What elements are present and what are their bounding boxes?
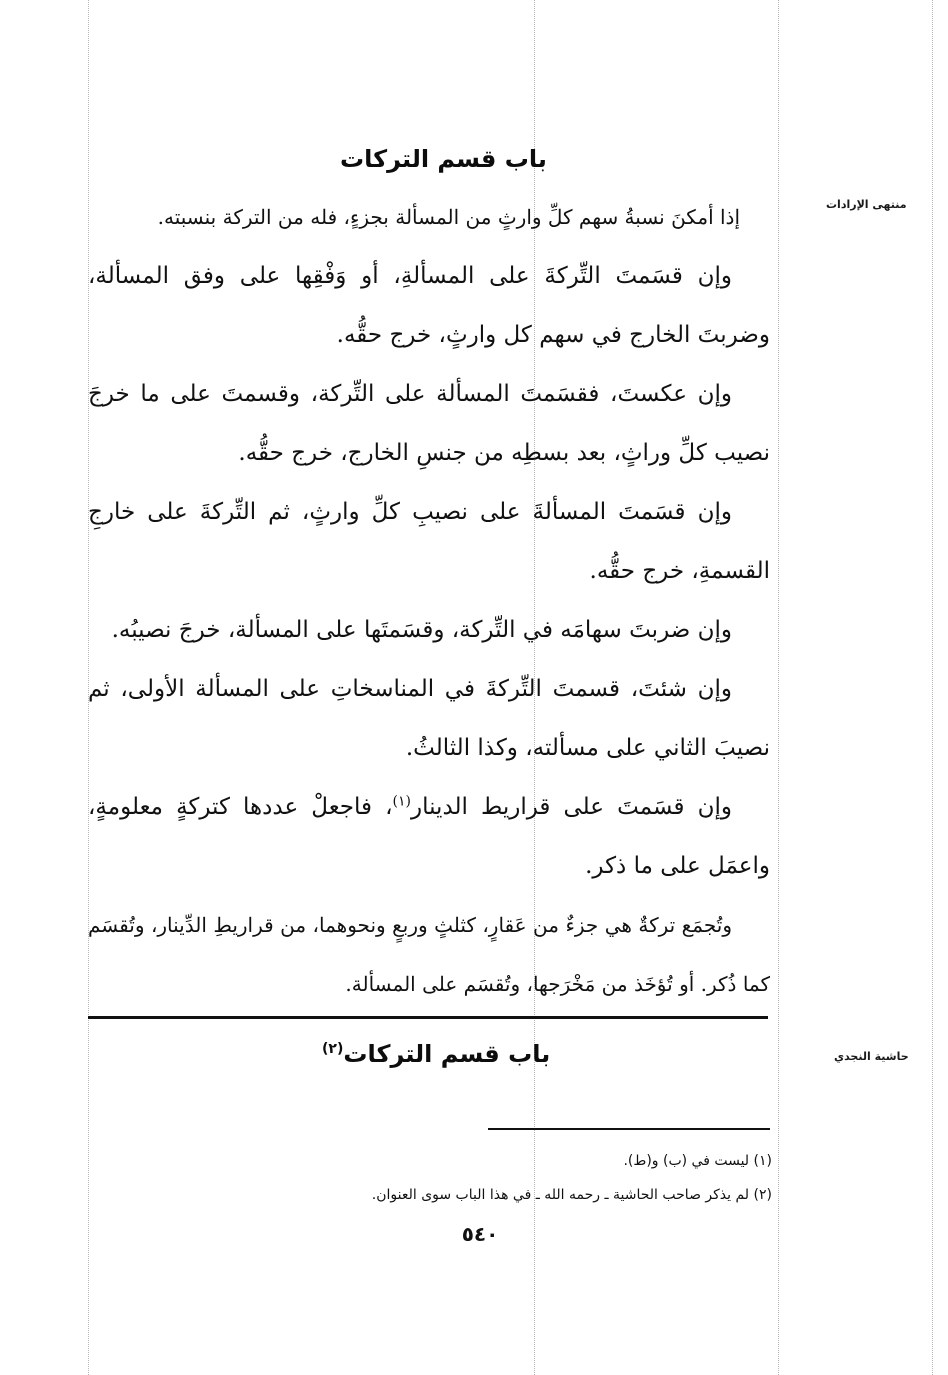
footnote-1: (١) ليست في (ب) و(ط).: [623, 1153, 772, 1169]
paragraph-6: وإن شئتَ، قسمتَ التِّركةَ في المناسخاتِ على المسألة الأولى، ثم نصيبَ الثاني على مسألته، وكذا الثالثُ.: [88, 676, 770, 761]
side-label-najdi: حاشية النجدي: [834, 1050, 909, 1063]
paragraph-4: وإن قسَمتَ المسألةَ على نصيبِ كلِّ وارثٍ، ثم التِّركةَ على خارجِ القسمةِ، خرج حقُّه.: [88, 499, 770, 584]
footnote-2: (٢) لم يذكر صاحب الحاشية ـ رحمه الله ـ في هذا الباب سوى العنوان.: [371, 1187, 772, 1203]
page-title: باب قسم التركات: [340, 145, 547, 173]
main-text-body: [88, 188, 770, 1014]
paragraph-1: إذا أمكنَ نسبةُ سهم كلِّ وارثٍ من المسألة بجزءٍ، فله من التركة بنسبته.: [157, 205, 740, 229]
footnote-marker-1: (١): [392, 793, 411, 810]
paragraph-7-before: وإن قسَمتَ على قراريط الدينار: [411, 794, 732, 820]
dotted-guide-line: [778, 0, 779, 1375]
footnote-divider: [488, 1128, 770, 1130]
footnotes: [200, 1144, 772, 1212]
section-divider: [88, 1016, 768, 1019]
dotted-guide-line: [932, 0, 933, 1375]
paragraph-7: [88, 778, 770, 896]
paragraph-3: وإن عكستَ، فقسَمتَ المسألة على التِّركة، وقسمتَ على ما خرجَ نصيب كلِّ وراثٍ، بعد بسطِه من جنسِ الخارج، خرج حقُّه.: [88, 381, 770, 466]
paragraph-5: وإن ضربتَ سهامَه في التِّركة، وقسَمتَها على المسألة، خرجَ نصيبُه.: [111, 617, 732, 643]
paragraph-8: وتُجمَع تركةٌ هي جزءٌ من عَقارٍ، كثلثٍ وربعٍ ونحوهما، من قراريطِ الدِّينار، وتُقسَم كما ذُكر. أو تُؤخَذ من مَخْرَجها، وتُقسَم على المسألة.: [88, 913, 770, 996]
paragraph-2: وإن قسَمتَ التِّركةَ على المسألةِ، أو وَفْقِها على وفق المسألة، وضربتَ الخارج في سهم كل وارثٍ، خرج حقُّه.: [88, 263, 770, 348]
hashiya-title: [322, 1040, 550, 1068]
footnote-marker-2: (٢): [322, 1041, 344, 1057]
page-number: ٥٤٠: [461, 1222, 499, 1246]
side-label-muntaha: منتهى الإرادات: [826, 198, 907, 211]
paragraph-7-after: ، فاجعلْ عددها كتركةٍ معلومةٍ، واعمَل على ما ذكر.: [88, 794, 770, 879]
hashiya-title-text: باب قسم التركات: [343, 1040, 551, 1068]
